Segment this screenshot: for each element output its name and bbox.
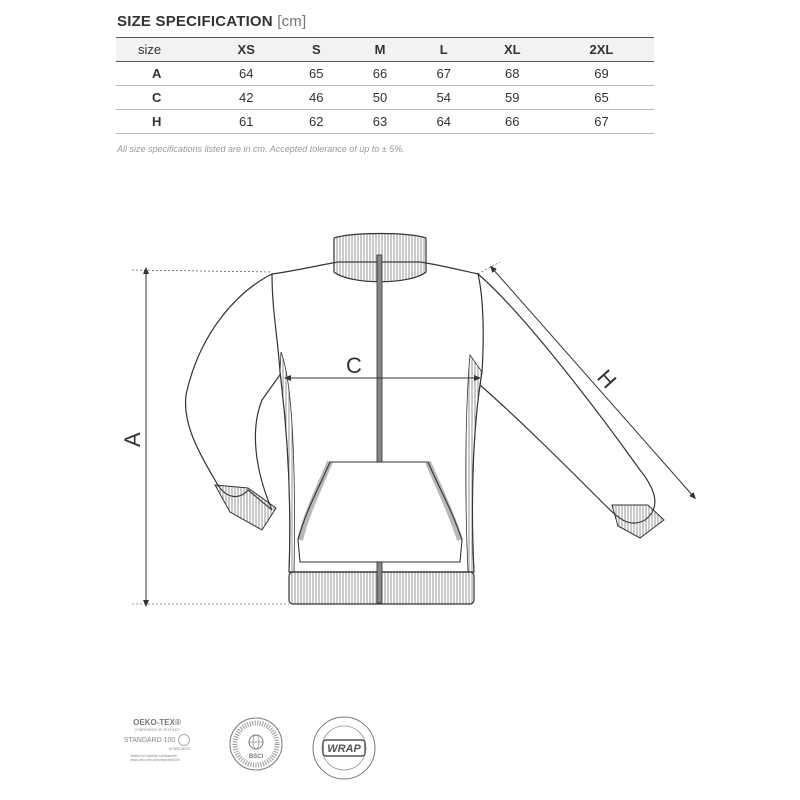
table-cell: 67 — [594, 114, 609, 129]
measure-a-label: A — [120, 432, 145, 447]
table-cell: 64 — [436, 114, 452, 129]
row-label: C — [152, 90, 162, 105]
title-main: SIZE SPECIFICATION — [117, 13, 273, 30]
table-cell: 59 — [505, 90, 520, 105]
wrap-badge — [311, 714, 377, 782]
wrap-label: WRAP — [327, 743, 361, 755]
left-cuff — [215, 485, 276, 530]
bsci-badge — [228, 716, 284, 772]
table-cell: 62 — [309, 114, 324, 129]
oeko-subtitle: CONFIDENCE IN TEXTILES — [134, 728, 180, 732]
oeko-title: OEKO-TEX® — [133, 718, 181, 727]
right-side-panel — [466, 355, 482, 572]
table-cell: 46 — [309, 90, 324, 105]
row-label: A — [152, 66, 162, 81]
oeko-standard: STANDARD 100 — [123, 736, 176, 744]
measure-a-guide-top — [132, 270, 272, 272]
table-cell: 64 — [238, 66, 254, 81]
table-cell: 50 — [372, 90, 388, 105]
measure-h-label: H — [592, 364, 622, 394]
measure-c-label: C — [346, 353, 362, 378]
right-sleeve — [478, 274, 655, 523]
table-cell: 69 — [594, 66, 609, 81]
header-size: M — [374, 42, 386, 57]
oeko-code: 07100-0071 — [168, 746, 190, 751]
table-cell: 67 — [436, 66, 452, 81]
oeko-logo-icon — [178, 734, 190, 746]
measure-h-guide-top — [478, 262, 500, 274]
bsci-label: BSCI — [248, 754, 264, 760]
header-size: XL — [503, 42, 521, 57]
table-cell: 65 — [309, 66, 324, 81]
table-cell: 54 — [436, 90, 452, 105]
table-cell: 68 — [505, 66, 520, 81]
table-cell: 65 — [594, 90, 609, 105]
oeko-tested: Tested for harmful substances. — [130, 754, 178, 758]
header-size-label: size — [138, 42, 162, 57]
title-unit: [cm] — [277, 13, 307, 30]
table-cell: 42 — [238, 90, 254, 105]
oeko-url: www.oeko-tex.com/standard100 — [130, 758, 180, 762]
tolerance-note: All size specifications listed are in cm. Accepted tolerance of up to ± 5%. — [117, 144, 405, 154]
table-cell: 61 — [238, 114, 254, 129]
left-sleeve — [186, 274, 282, 510]
header-size: 2XL — [589, 42, 614, 57]
table-cell: 66 — [372, 66, 388, 81]
header-size: L — [439, 42, 448, 57]
row-label: H — [152, 114, 162, 129]
table-cell: 66 — [505, 114, 520, 129]
oeko-tex-badge — [118, 718, 196, 786]
right-cuff — [612, 505, 664, 538]
header-size: XS — [237, 42, 255, 57]
table-cell: 63 — [372, 114, 388, 129]
header-size: S — [311, 42, 321, 57]
